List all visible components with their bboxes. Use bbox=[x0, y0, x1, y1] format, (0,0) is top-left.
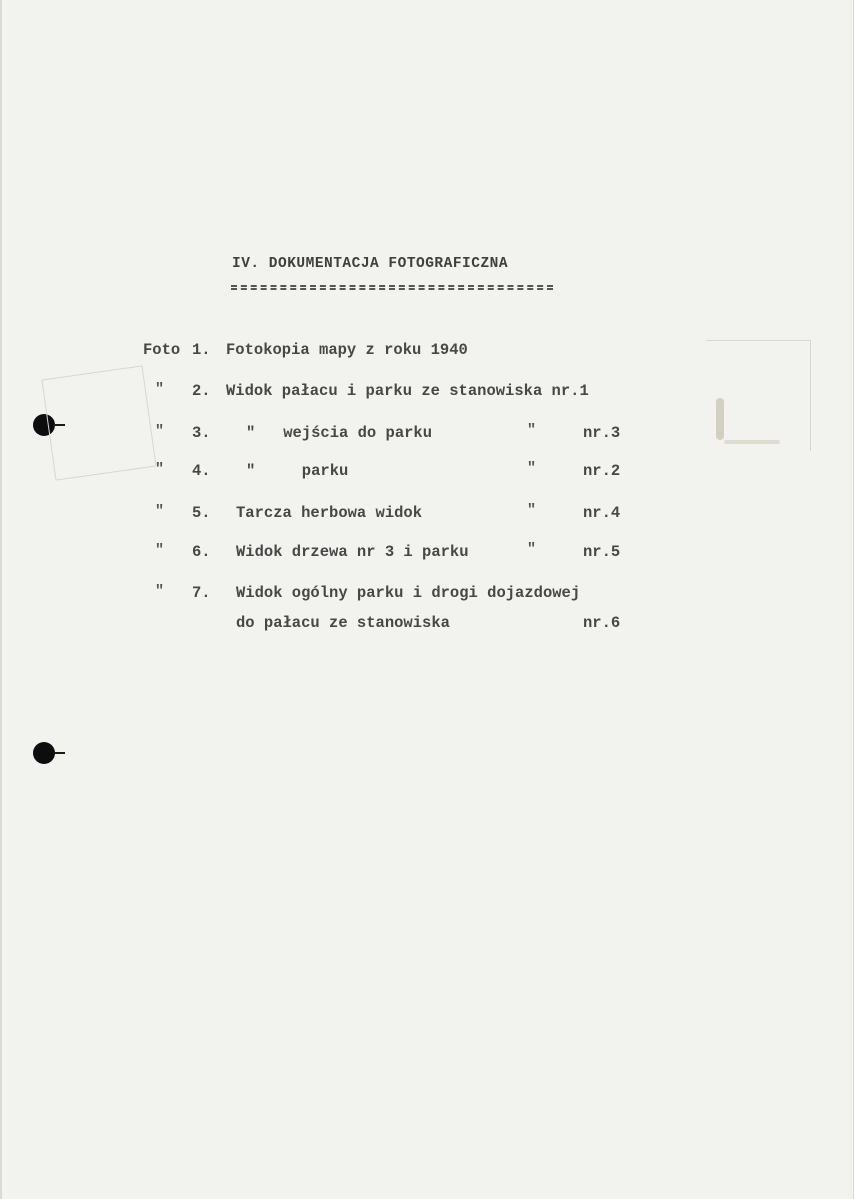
entry-5-ditto: " bbox=[527, 502, 537, 519]
entry-7-number: 7. bbox=[192, 584, 211, 602]
entry-6-ref: nr.5 bbox=[583, 543, 621, 561]
entry-7-continuation-text: do pałacu ze stanowiska bbox=[236, 614, 450, 632]
entry-4-text: " parku bbox=[246, 462, 349, 480]
entry-1-number: 1. bbox=[192, 341, 211, 359]
stain-mark-line bbox=[724, 440, 780, 444]
entry-5-ref: nr.4 bbox=[583, 504, 621, 522]
entry-6-text: Widok drzewa nr 3 i parku bbox=[236, 543, 469, 561]
entry-7-ref: nr.6 bbox=[583, 614, 621, 632]
entry-3-number: 3. bbox=[192, 424, 211, 442]
entry-6-prefix: " bbox=[155, 542, 165, 559]
entry-1-text: Fotokopia mapy z roku 1940 bbox=[226, 341, 468, 359]
entry-6-number: 6. bbox=[192, 543, 211, 561]
entry-6-ditto: " bbox=[527, 541, 537, 558]
entry-4-ref: nr.2 bbox=[583, 462, 621, 480]
entry-4-number: 4. bbox=[192, 462, 211, 480]
entry-5-text: Tarcza herbowa widok bbox=[236, 504, 423, 522]
entry-4-ditto: " bbox=[527, 460, 537, 477]
entry-5-prefix: " bbox=[155, 503, 165, 520]
entry-3-ditto: " bbox=[527, 422, 537, 439]
entry-3-prefix: " bbox=[155, 423, 165, 440]
entry-1-prefix: Foto bbox=[143, 341, 181, 359]
entry-2-text: Widok pałacu i parku ze stanowiska nr.1 bbox=[226, 382, 589, 400]
heading-underline bbox=[231, 285, 553, 290]
entry-7-prefix: " bbox=[155, 583, 165, 600]
entry-2-prefix: " bbox=[155, 381, 165, 398]
stain-mark bbox=[716, 398, 724, 440]
entry-5-number: 5. bbox=[192, 504, 211, 522]
entry-4-prefix: " bbox=[155, 461, 165, 478]
entry-2-number: 2. bbox=[192, 382, 211, 400]
faint-mark-left bbox=[41, 365, 156, 480]
entry-7-text: Widok ogólny parku i drogi dojazdowej bbox=[236, 584, 581, 602]
document-heading: IV. DOKUMENTACJA FOTOGRAFICZNA bbox=[232, 256, 509, 272]
punch-hole-bottom bbox=[33, 742, 55, 764]
entry-3-ref: nr.3 bbox=[583, 424, 621, 442]
entry-3-text: " wejścia do parku bbox=[246, 424, 433, 442]
